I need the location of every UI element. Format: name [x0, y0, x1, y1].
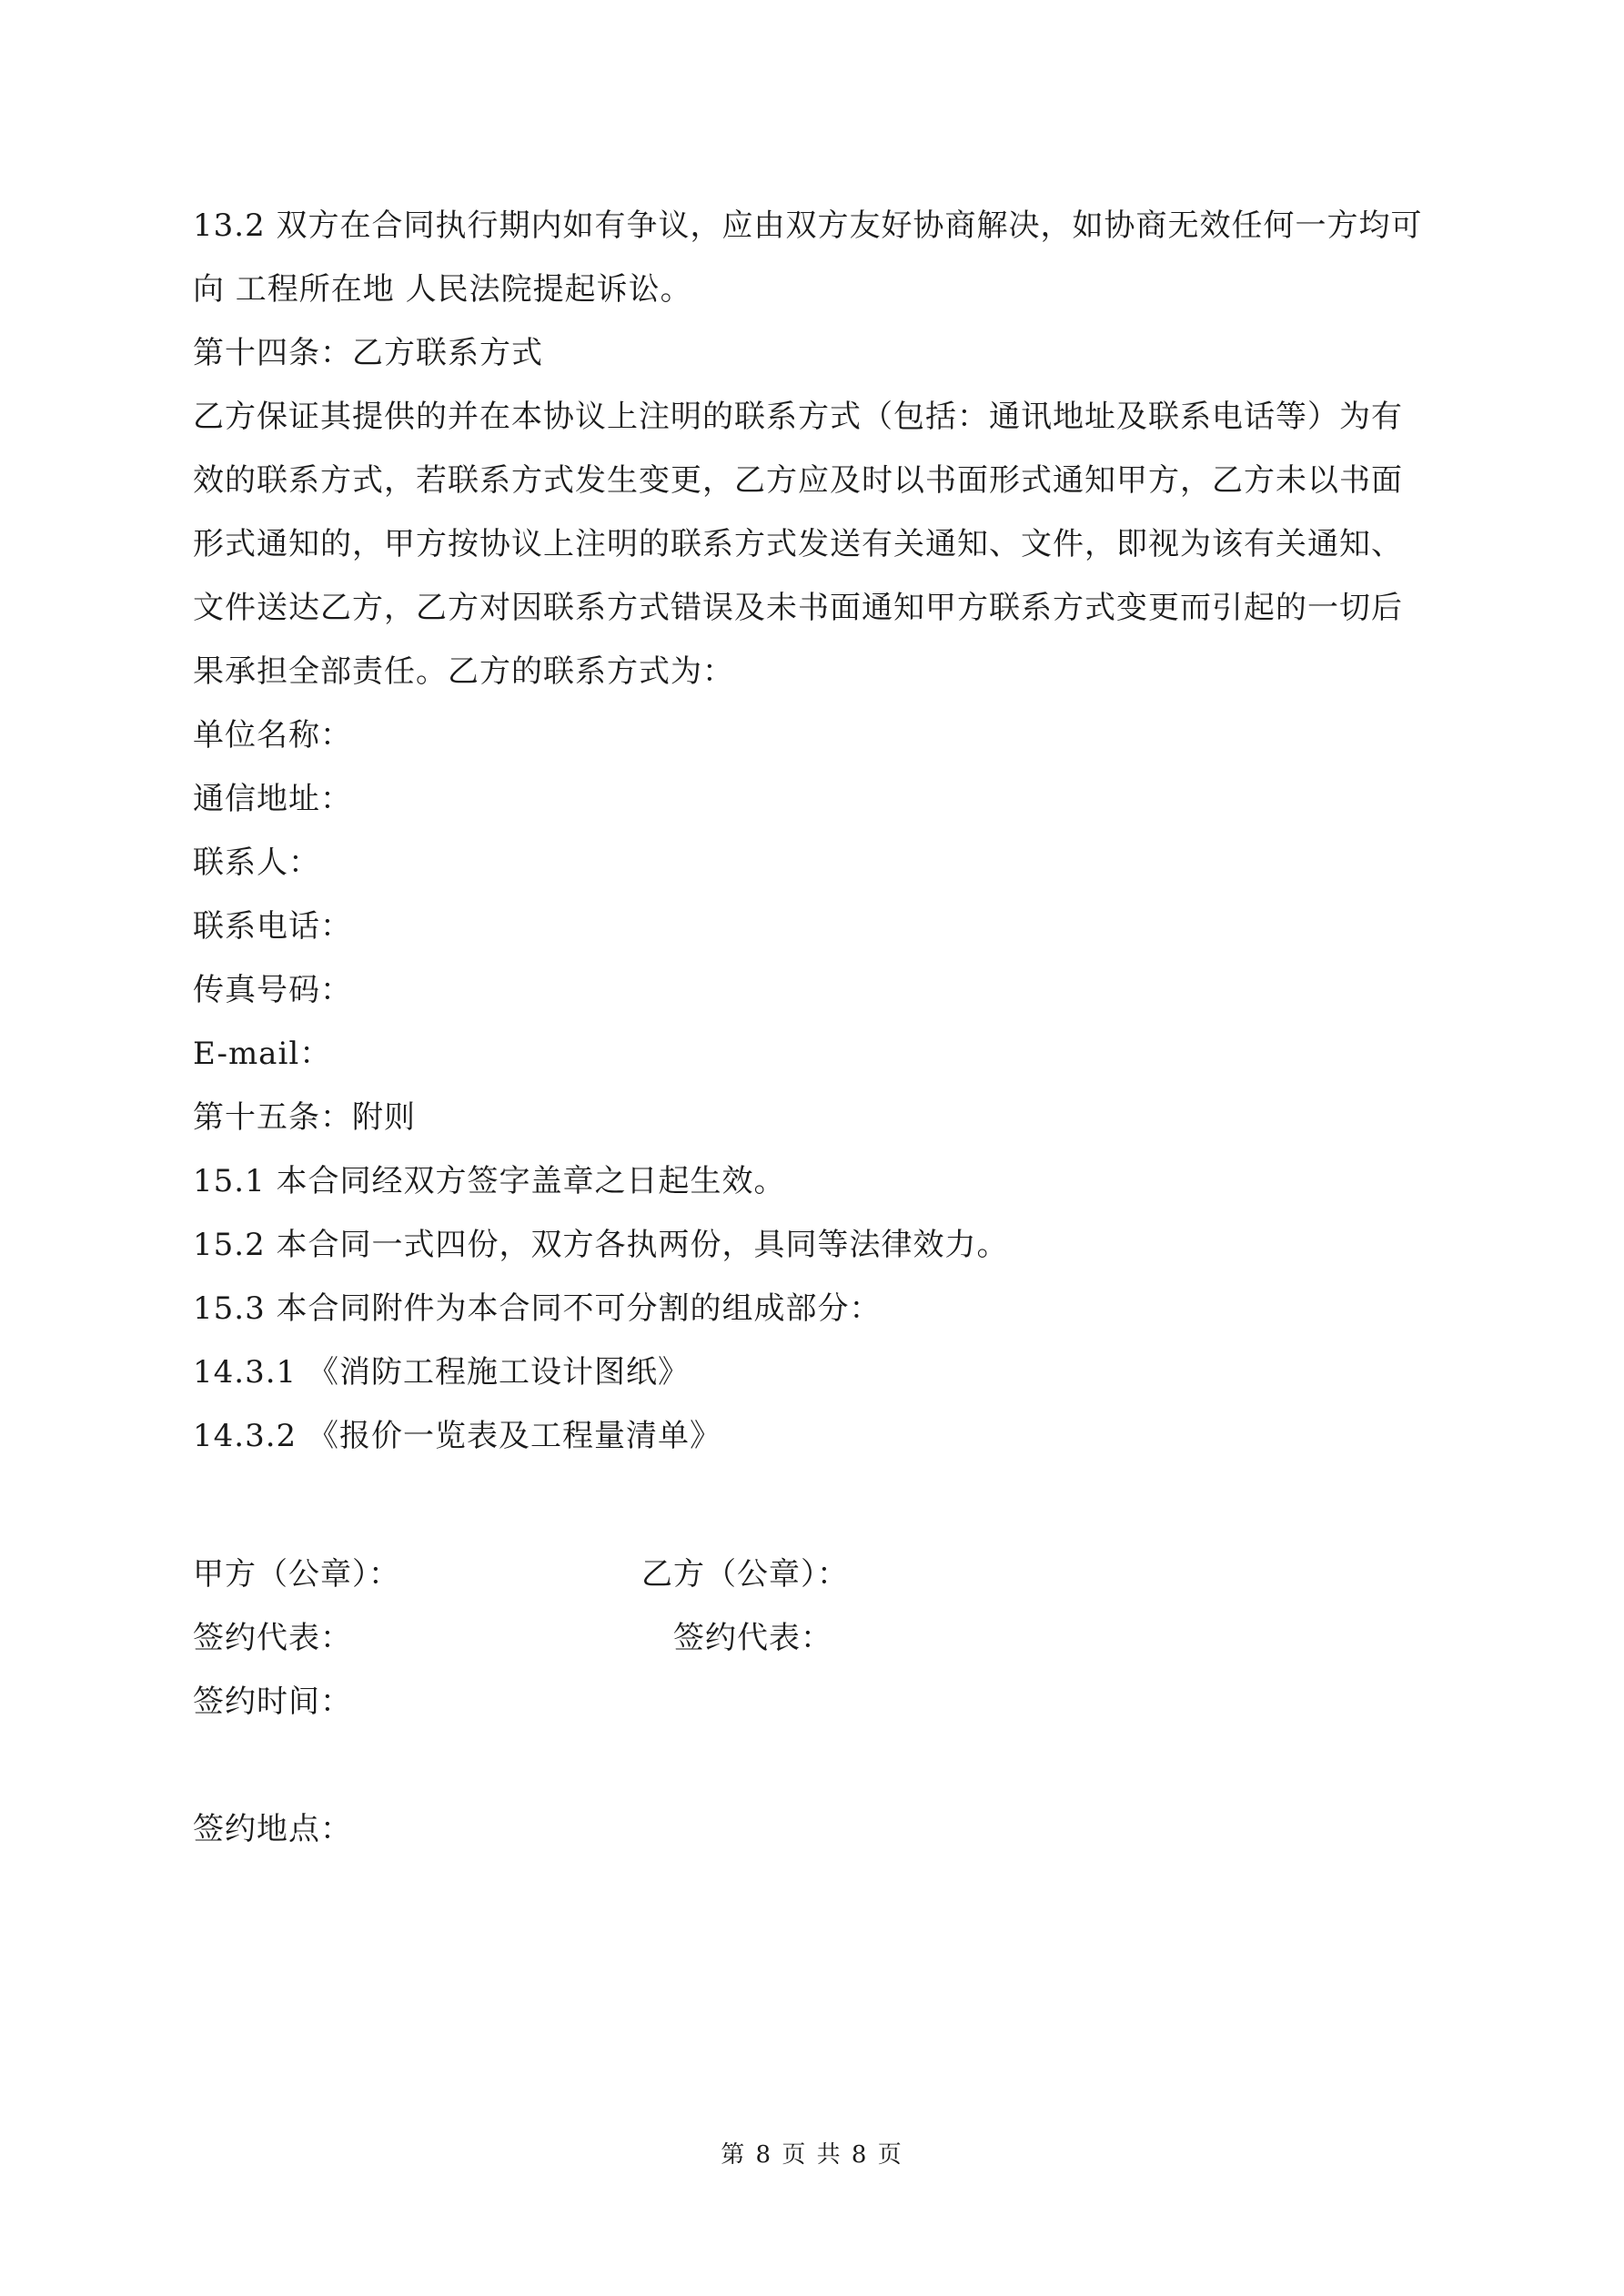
party-a-rep-label: 签约代表： — [193, 1620, 352, 1656]
clause-15-3: 15.3 本合同附件为本合同不可分割的组成部分： — [193, 1290, 882, 1327]
party-a-seal-label: 甲方（公章）： — [193, 1556, 400, 1593]
article-14-heading: 第十四条：乙方联系方式 — [193, 335, 543, 371]
clause-13-2-line-1: 13.2 双方在合同执行期内如有争议，应由双方友好协商解决，如协商无效任何一方均可 — [193, 207, 1423, 244]
clause-15-2: 15.2 本合同一式四份，双方各执两份，具同等法律效力。 — [193, 1227, 1009, 1263]
field-company-name: 单位名称： — [193, 717, 352, 754]
sign-time-label: 签约时间： — [193, 1684, 352, 1720]
sign-place-label: 签约地点： — [193, 1811, 352, 1847]
attachment-14-3-1: 14.3.1 《消防工程施工设计图纸》 — [193, 1354, 690, 1391]
article-14-paragraph-line-3: 形式通知的，甲方按协议上注明的联系方式发送有关通知、文件，即视为该有关通知、 — [193, 526, 1403, 562]
article-15-heading: 第十五条：附则 — [193, 1099, 416, 1136]
article-14-paragraph-line-5: 果承担全部责任。乙方的联系方式为： — [193, 653, 734, 690]
field-email: E-mail： — [193, 1036, 332, 1072]
party-b-seal-label: 乙方（公章）： — [641, 1556, 849, 1593]
article-14-paragraph-line-1: 乙方保证其提供的并在本协议上注明的联系方式（包括：通讯地址及联系电话等）为有 — [193, 399, 1403, 435]
attachment-14-3-2: 14.3.2 《报价一览表及工程量清单》 — [193, 1418, 721, 1454]
article-14-paragraph-line-4: 文件送达乙方，乙方对因联系方式错误及未书面通知甲方联系方式变更而引起的一切后 — [193, 590, 1403, 626]
clause-15-1: 15.1 本合同经双方签字盖章之日起生效。 — [193, 1163, 786, 1199]
field-address: 通信地址： — [193, 781, 352, 817]
clause-13-2-line-2: 向 工程所在地 人民法院提起诉讼。 — [193, 271, 692, 308]
field-phone: 联系电话： — [193, 908, 352, 945]
field-fax: 传真号码： — [193, 972, 352, 1008]
article-14-paragraph-line-2: 效的联系方式，若联系方式发生变更，乙方应及时以书面形式通知甲方，乙方未以书面 — [193, 462, 1403, 499]
page-number: 第 8 页 共 8 页 — [721, 2141, 903, 2169]
field-contact-person: 联系人： — [193, 845, 320, 881]
party-b-rep-label: 签约代表： — [673, 1620, 832, 1656]
